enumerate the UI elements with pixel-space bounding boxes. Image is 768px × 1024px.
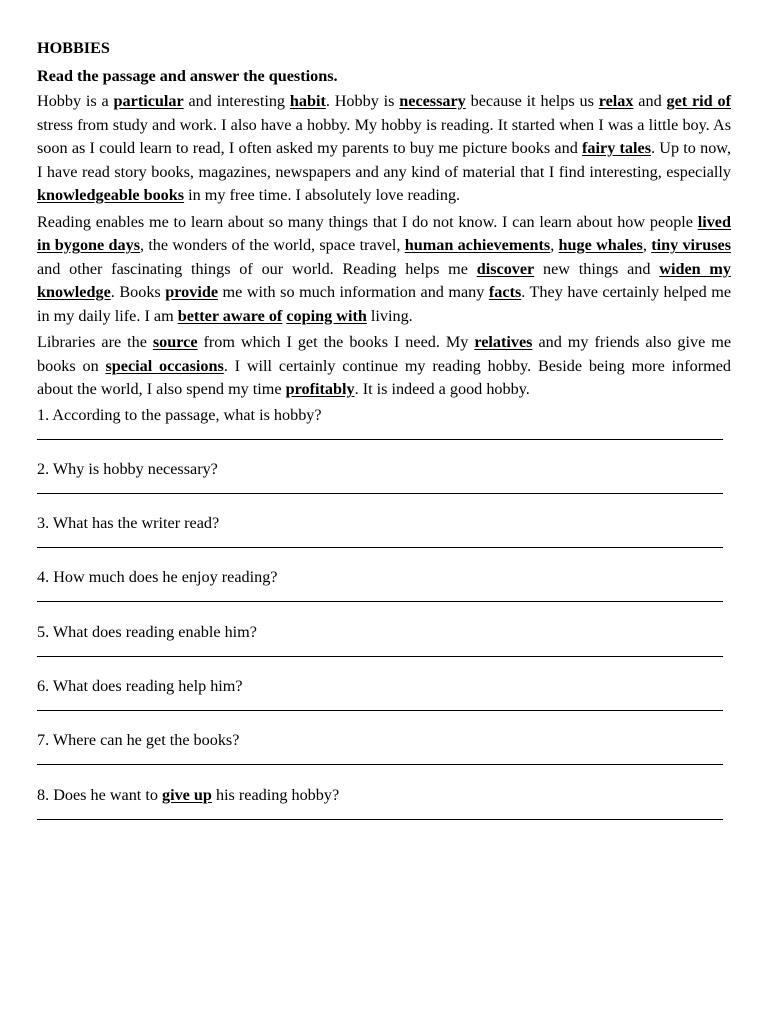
passage-paragraph bbox=[37, 90, 731, 208]
vocabulary-word: get rid of bbox=[666, 92, 731, 110]
text-run: Hobby is a bbox=[37, 92, 114, 110]
vocabulary-word: knowledgeable books bbox=[37, 186, 185, 204]
answer-line[interactable] bbox=[37, 819, 723, 820]
text-run: Libraries are the bbox=[37, 333, 153, 351]
text-run: 3. What has the writer read? bbox=[37, 514, 220, 533]
question-list bbox=[37, 404, 731, 838]
text-run: and interesting bbox=[183, 92, 290, 110]
vocabulary-word: lived in bygone days bbox=[37, 212, 731, 254]
text-run: his reading hobby? bbox=[211, 785, 340, 804]
text-run: 1. According to the passage, what is hobby? bbox=[37, 405, 322, 424]
text-run: 4. How much does he enjoy reading? bbox=[37, 568, 278, 587]
vocabulary-word: provide bbox=[165, 283, 219, 301]
question-item bbox=[37, 512, 731, 566]
text-run: 2. Why is hobby necessary? bbox=[37, 459, 218, 478]
vocabulary-word: relax bbox=[598, 92, 634, 110]
question-item bbox=[37, 621, 731, 675]
vocabulary-word: fairy tales bbox=[582, 139, 651, 157]
text-run: and my friends also give me books on bbox=[37, 333, 732, 375]
text-run: new things and bbox=[534, 259, 660, 278]
text-run: because it helps us bbox=[465, 92, 599, 110]
question-text bbox=[37, 621, 731, 643]
vocabulary-word: particular bbox=[113, 92, 184, 110]
text-run: 6. What does reading help him? bbox=[37, 676, 243, 695]
vocabulary-word: necessary bbox=[399, 92, 466, 110]
text-run: 5. What does reading enable him? bbox=[37, 622, 257, 641]
text-run: . Books bbox=[110, 283, 166, 301]
text-run: Reading enables me to learn about so many things that I do not know. I can learn about how people bbox=[37, 212, 698, 231]
question-item bbox=[37, 729, 731, 783]
text-run: . Hobby is bbox=[325, 92, 400, 110]
text-run: me with so much information and many bbox=[218, 283, 489, 301]
question-text bbox=[37, 784, 731, 806]
question-text bbox=[37, 566, 731, 588]
vocabulary-word: better aware of bbox=[177, 306, 283, 325]
worksheet-page bbox=[37, 37, 731, 838]
answer-line[interactable] bbox=[37, 601, 723, 602]
question-text bbox=[37, 512, 731, 534]
passage-paragraph bbox=[37, 211, 731, 329]
vocabulary-word: relatives bbox=[474, 333, 533, 351]
text-run: 8. Does he want to bbox=[37, 785, 162, 804]
text-run: . They have certainly helped me in my daily life. I am bbox=[37, 283, 732, 325]
worksheet-title: HOBBIES bbox=[37, 39, 110, 57]
text-run: living. bbox=[366, 306, 413, 325]
question-text bbox=[37, 729, 731, 751]
question-text bbox=[37, 404, 731, 426]
text-run: . I will certainly continue my reading hobby. Beside being more informed about the world, I also spend my time bbox=[37, 356, 731, 398]
text-run: , bbox=[550, 236, 559, 254]
text-run: stress from study and work. I also have a hobby. My hobby is reading. It started when I was a little boy. As soon as I could learn to read, I often asked my parents to buy me picture books and bbox=[37, 115, 731, 157]
answer-line[interactable] bbox=[37, 439, 723, 440]
vocabulary-word: tiny viruses bbox=[651, 236, 732, 254]
text-run: , the wonders of the world, space travel, bbox=[140, 236, 405, 254]
vocabulary-word: coping with bbox=[286, 306, 367, 325]
question-item bbox=[37, 404, 731, 458]
vocabulary-word: discover bbox=[476, 259, 535, 278]
vocabulary-word: profitably bbox=[285, 380, 355, 398]
text-run: and other fascinating things of our world. Reading helps me bbox=[37, 259, 477, 278]
vocabulary-word: give up bbox=[161, 785, 212, 804]
vocabulary-word: habit bbox=[289, 92, 326, 110]
vocabulary-word: source bbox=[152, 333, 198, 351]
text-run: from which I get the books I need. My bbox=[197, 333, 475, 351]
question-item bbox=[37, 675, 731, 729]
question-text bbox=[37, 675, 731, 697]
text-run: , bbox=[642, 236, 652, 254]
answer-line[interactable] bbox=[37, 710, 723, 711]
vocabulary-word: facts bbox=[488, 283, 522, 301]
text-run: . Up to now, I have read story books, magazines, newspapers and any kind of material that I find interesting, especially bbox=[37, 139, 731, 181]
answer-line[interactable] bbox=[37, 493, 723, 494]
question-item bbox=[37, 458, 731, 512]
instruction-text: Read the passage and answer the questions. bbox=[37, 67, 338, 85]
text-run: in my free time. I absolutely love reading. bbox=[184, 186, 461, 204]
vocabulary-word: special occasions bbox=[105, 356, 224, 375]
question-item bbox=[37, 566, 731, 620]
reading-passage bbox=[37, 90, 731, 402]
answer-line[interactable] bbox=[37, 547, 723, 548]
text-run: and bbox=[633, 92, 667, 110]
vocabulary-word: human achievements bbox=[404, 236, 551, 254]
question-item bbox=[37, 784, 731, 838]
text-run: . It is indeed a good hobby. bbox=[354, 380, 530, 398]
question-text bbox=[37, 458, 731, 480]
passage-paragraph bbox=[37, 331, 731, 402]
vocabulary-word: widen my knowledge bbox=[37, 259, 731, 301]
text-run: 7. Where can he get the books? bbox=[37, 731, 240, 750]
vocabulary-word: huge whales bbox=[558, 236, 643, 254]
answer-line[interactable] bbox=[37, 656, 723, 657]
answer-line[interactable] bbox=[37, 764, 723, 765]
